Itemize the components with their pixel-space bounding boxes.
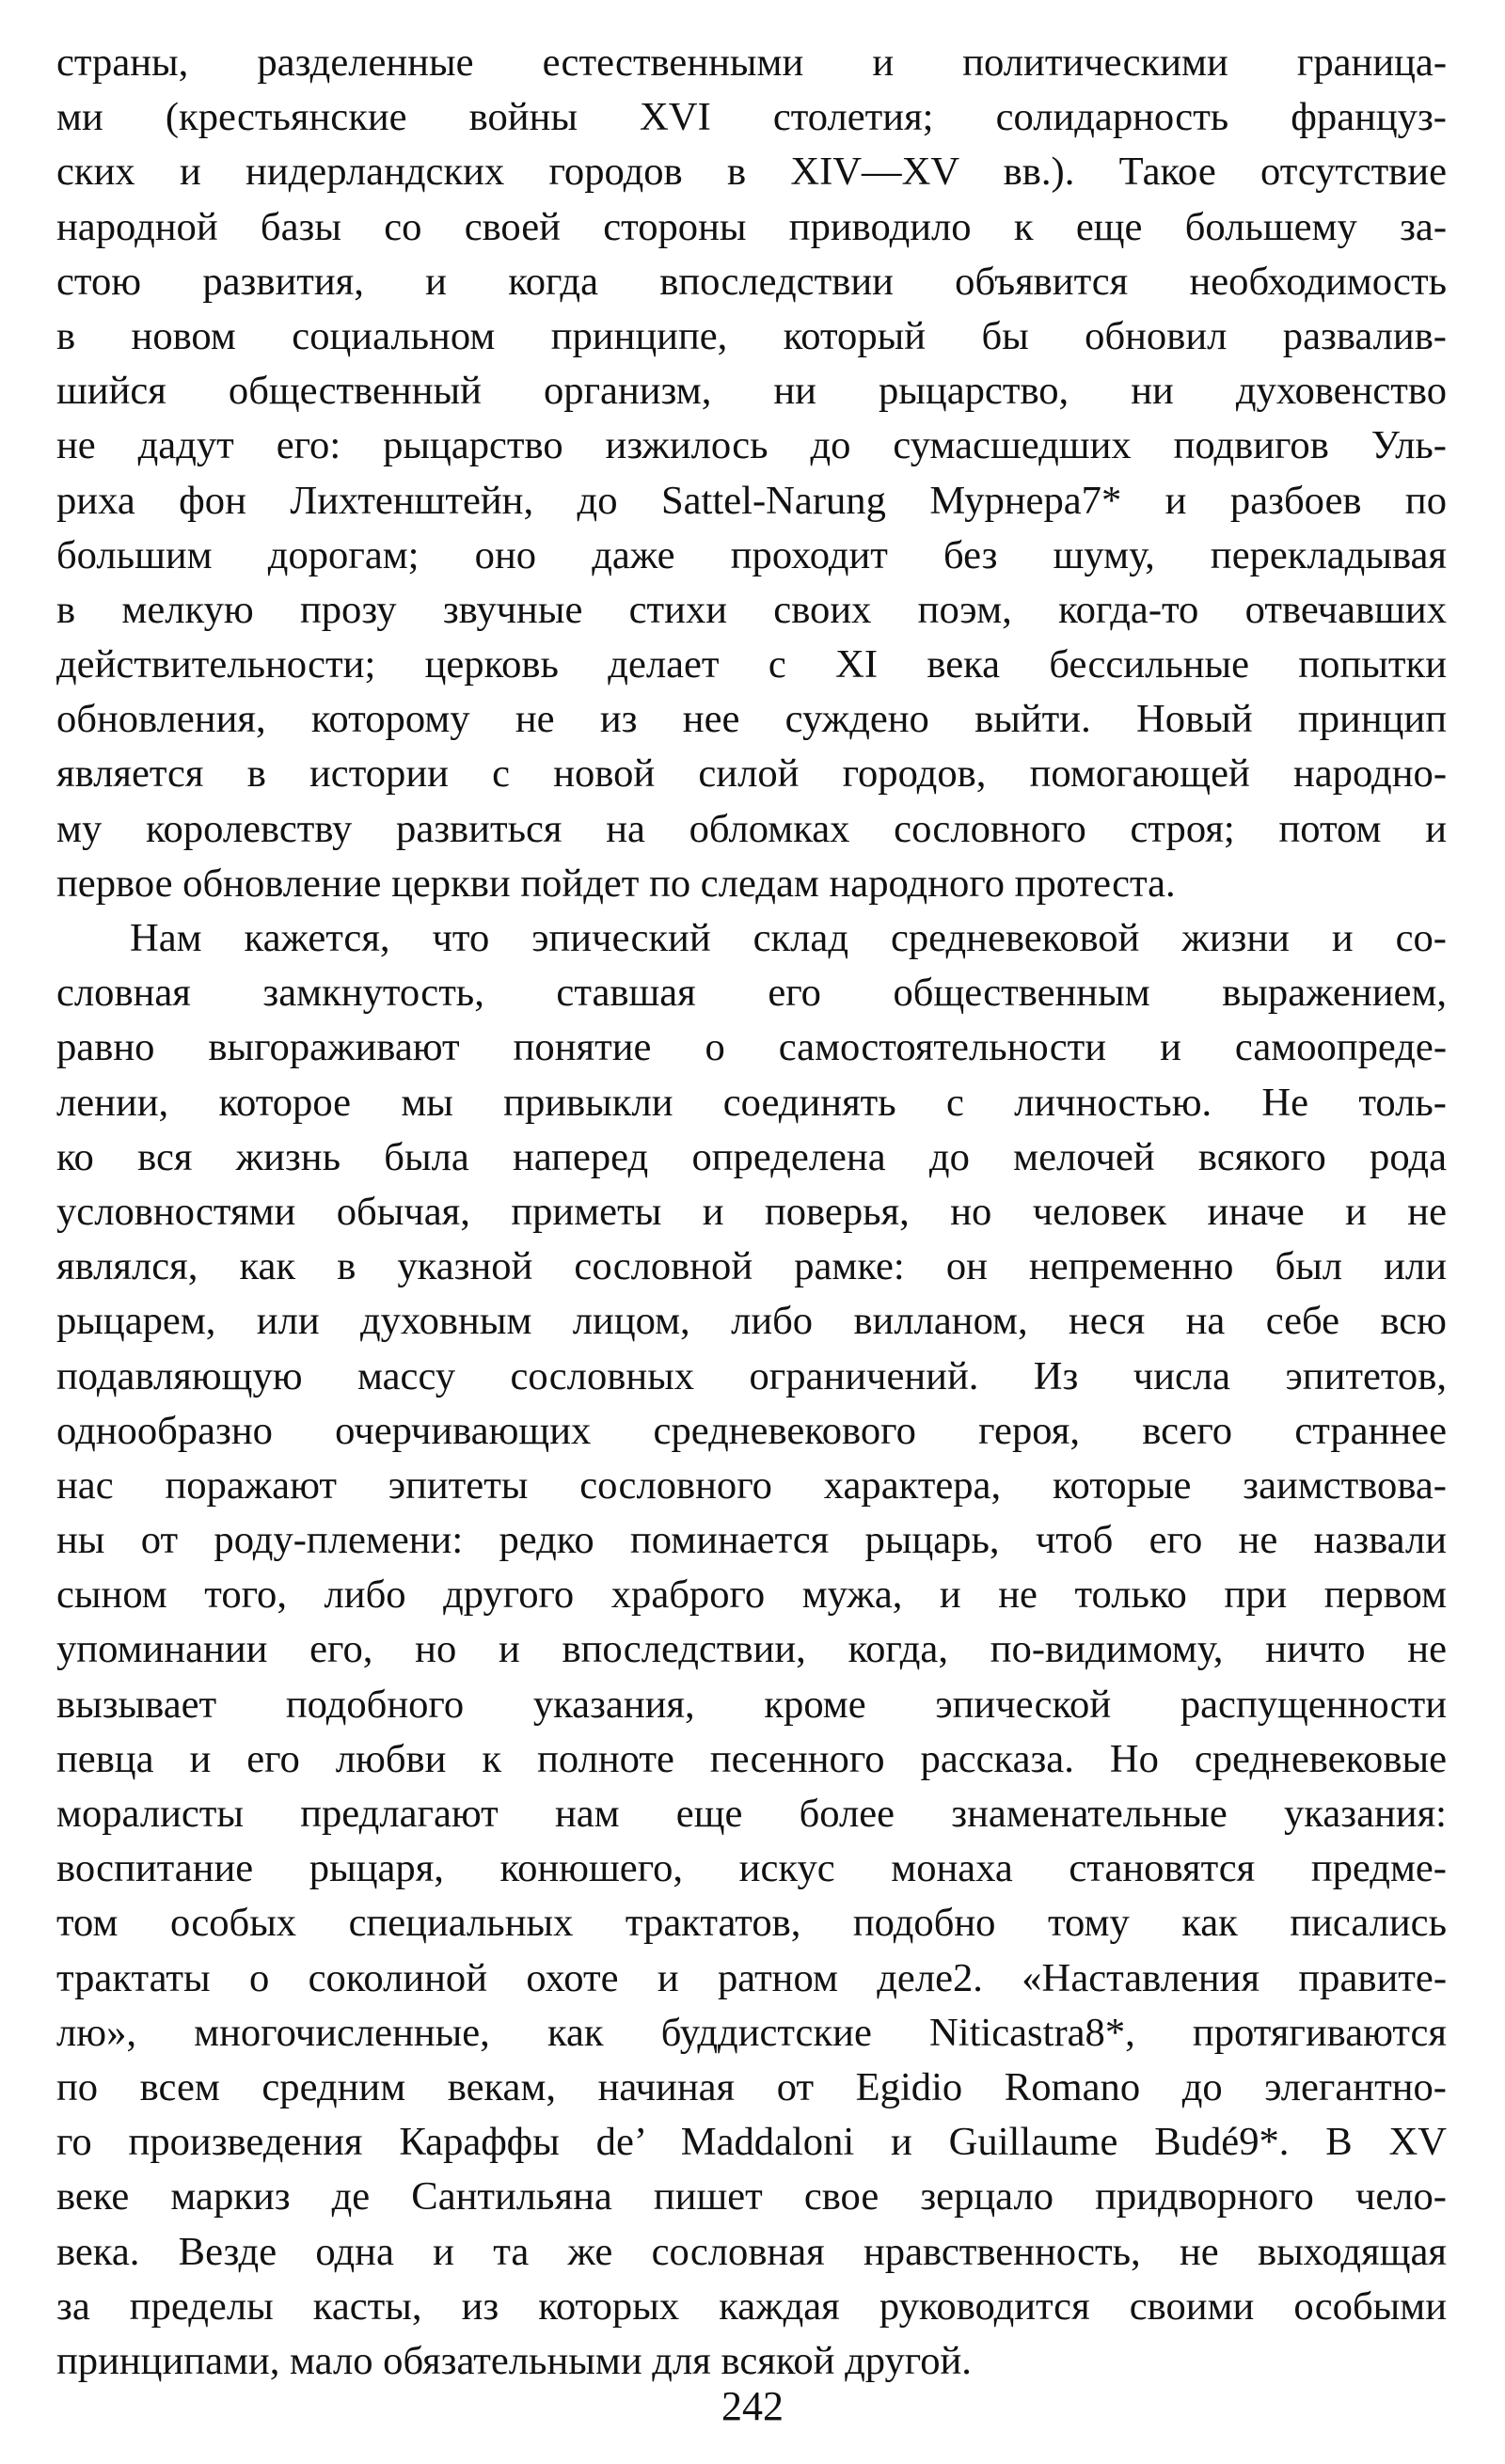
- text-line: ми (крестьянские войны XVI столетия; солидарность француз-: [56, 95, 1447, 140]
- text-line: воспитание рыцаря, конюшего, искус монаха становятся предме-: [56, 1846, 1447, 1891]
- text-line: действительности; церковь делает с XI века бессильные попытки: [56, 642, 1447, 687]
- text-line: моралисты предлагают нам еще более знаменательные указания:: [56, 1792, 1447, 1836]
- text-line: является в истории с новой силой городов, помогающей народно-: [56, 751, 1447, 797]
- text-line: сыном того, либо другого храброго мужа, и не только при первом: [56, 1572, 1447, 1618]
- document-page: [56, 36, 1447, 2389]
- text-line: первое обновление церкви пойдет по следам народного протеста.: [56, 861, 1176, 906]
- text-line: большим дорогам; оно даже проходит без шуму, перекладывая: [56, 532, 1447, 577]
- text-line: го произведения Караффы de’ Maddaloni и Guillaume Budé9*. В XV: [56, 2120, 1447, 2165]
- text-line: лении, которое мы привыкли соединять с личностью. Не толь-: [56, 1080, 1447, 1125]
- paragraph-2: [56, 911, 1447, 2389]
- text-line: ко вся жизнь была наперед определена до мелочей всякого рода: [56, 1134, 1447, 1179]
- page-number: 242: [721, 2383, 784, 2429]
- text-line: века. Везде одна и та же сословная нравственность, не выходящая: [56, 2229, 1447, 2274]
- text-line: вызывает подобного указания, кроме эпической распущенности: [56, 1682, 1447, 1727]
- text-line: равно выгораживают понятие о самостоятельности и самоопреде-: [56, 1025, 1447, 1070]
- text-line: веке маркиз де Сантильяна пишет свое зерцало придворного чело-: [56, 2174, 1447, 2219]
- text-line: словная замкнутость, ставшая его общественным выражением,: [56, 971, 1447, 1016]
- text-line: условностями обычая, приметы и поверья, но человек иначе и не: [56, 1189, 1447, 1234]
- text-line: обновления, которому не из нее суждено выйти. Новый принцип: [56, 697, 1447, 742]
- text-line: являлся, как в указной сословной рамке: он непременно был или: [56, 1244, 1447, 1289]
- text-line: ны от роду-племени: редко поминается рыцарь, чтоб его не назвали: [56, 1518, 1447, 1563]
- text-line: му королевству развиться на обломках сословного строя; потом и: [56, 806, 1447, 851]
- text-line: в новом социальном принципе, который бы обновил развалив-: [56, 313, 1447, 358]
- text-line: упоминании его, но и впоследствии, когда, по-видимому, ничто не: [56, 1627, 1447, 1672]
- text-line: однообразно очерчивающих средневекового героя, всего страннее: [56, 1408, 1447, 1453]
- text-line: принципами, мало обязательными для всякой другой.: [56, 2338, 972, 2383]
- text-line: певца и его любви к полноте песенного рассказа. Но средневековые: [56, 1736, 1447, 1781]
- paragraph-1: [56, 36, 1447, 911]
- text-line: по всем средним векам, начиная от Egidio Romano до элегантно-: [56, 2064, 1447, 2109]
- text-line: лю», многочисленные, как буддистские Niticastra8*, протягиваются: [56, 2010, 1447, 2055]
- text-line: шийся общественный организм, ни рыцарство, ни духовенство: [56, 369, 1447, 414]
- text-line: в мелкую прозу звучные стихи своих поэм, когда-то отвечавших: [56, 587, 1447, 632]
- text-line: подавляющую массу сословных ограничений. Из числа эпитетов,: [56, 1353, 1447, 1398]
- text-line: не дадут его: рыцарство изжилось до сумасшедших подвигов Уль-: [56, 423, 1447, 468]
- text-line: народной базы со своей стороны приводило к еще большему за-: [56, 204, 1447, 249]
- text-line: риха фон Лихтенштейн, до Sattel-Narung Мурнера7* и разбоев по: [56, 478, 1447, 523]
- text-line: за пределы касты, из которых каждая руководится своими особыми: [56, 2283, 1447, 2329]
- text-line: рыцарем, или духовным лицом, либо вилланом, неся на себе всю: [56, 1299, 1447, 1344]
- text-line: ских и нидерландских городов в XIV—XV вв.). Такое отсутствие: [56, 150, 1447, 195]
- text-line: нас поражают эпитеты сословного характера, которые заимствова-: [56, 1462, 1447, 1508]
- text-line: страны, разделенные естественными и политическими граница-: [56, 40, 1447, 85]
- text-line: трактаты о соколиной охоте и ратном деле2. «Наставления правите-: [56, 1955, 1447, 2000]
- text-line: Нам кажется, что эпический склад средневековой жизни и со-: [130, 916, 1447, 960]
- text-line: стою развития, и когда впоследствии объявится необходимость: [56, 259, 1447, 304]
- text-line: том особых специальных трактатов, подобно тому как писались: [56, 1901, 1447, 1946]
